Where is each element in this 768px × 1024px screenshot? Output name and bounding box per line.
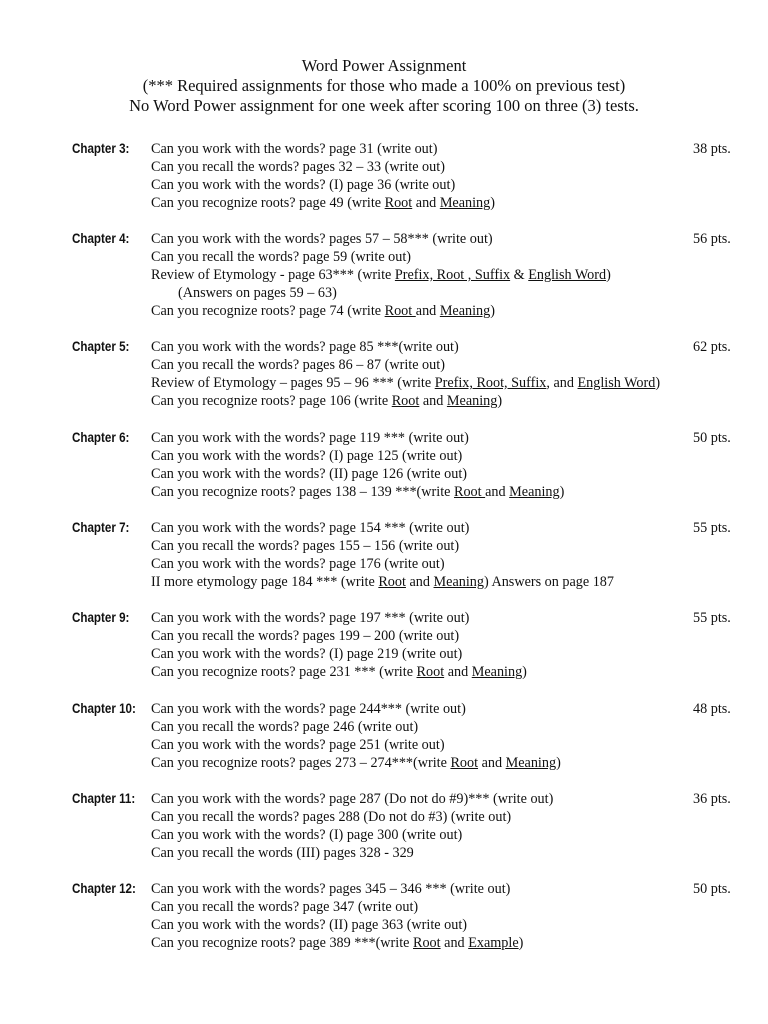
- assignment-line: Can you recall the words? pages 86 – 87 (write out): [151, 357, 445, 373]
- assignment-line: Can you recognize roots? page 389 ***(write Root and Example): [151, 935, 524, 951]
- underlined-term: English Word: [528, 267, 607, 283]
- assignment-line: Can you work with the words? page 197 *** (write out): [151, 610, 470, 626]
- assignment-line: Can you recall the words? page 59 (write out): [151, 249, 412, 265]
- chapter-label: Chapter 4:: [72, 231, 130, 246]
- underlined-term: Root: [450, 755, 479, 771]
- chapter-points: 38 pts.: [693, 141, 731, 157]
- assignment-line: Can you recognize roots? page 49 (write Root and Meaning): [151, 195, 495, 211]
- chapter-points: 50 pts.: [693, 430, 731, 446]
- assignment-line: Review of Etymology - page 63*** (write Prefix, Root , Suffix & English Word): [151, 267, 611, 283]
- assignment-lines: [151, 700, 751, 772]
- chapter-points: 50 pts.: [693, 881, 731, 897]
- assignment-line: Can you recognize roots? page 74 (write Root and Meaning): [151, 303, 495, 319]
- assignment-line: Can you recall the words? pages 288 (Do not do #3) (write out): [151, 809, 512, 825]
- assignment-line: Review of Etymology – pages 95 – 96 *** (write Prefix, Root, Suffix, and English Word): [151, 375, 661, 391]
- underlined-term: Root: [384, 195, 413, 211]
- underlined-term: Prefix, Root, Suffix: [434, 375, 547, 391]
- chapter-label: Chapter 3:: [72, 141, 130, 156]
- underlined-term: Meaning: [433, 574, 484, 590]
- assignment-lines: [151, 230, 751, 320]
- underlined-term: Root: [384, 303, 416, 319]
- underlined-term: Meaning: [446, 393, 498, 409]
- document-header: [0, 56, 768, 116]
- assignment-line: Can you work with the words? page 287 (Do not do #9)*** (write out): [151, 791, 554, 807]
- chapter-points: 48 pts.: [693, 701, 731, 717]
- assignment-line: Can you work with the words? pages 57 – 58*** (write out): [151, 231, 493, 247]
- underlined-term: Meaning: [471, 664, 523, 680]
- chapter-label: Chapter 9:: [72, 610, 130, 625]
- chapter-points: 36 pts.: [693, 791, 731, 807]
- assignment-lines: [151, 140, 751, 212]
- chapter-label: Chapter 10:: [72, 701, 136, 716]
- assignment-line: Can you recognize roots? pages 138 – 139 ***(write Root and Meaning): [151, 484, 565, 500]
- chapter-points: 62 pts.: [693, 339, 731, 355]
- underlined-term: Meaning: [505, 755, 557, 771]
- document-title: Word Power Assignment: [301, 56, 467, 75]
- underlined-term: Root: [391, 393, 420, 409]
- assignment-line: Can you recall the words? pages 199 – 200 (write out): [151, 628, 460, 644]
- assignment-lines: [151, 519, 751, 591]
- assignment-lines: [151, 880, 751, 952]
- assignment-line: Can you recall the words? pages 32 – 33 (write out): [151, 159, 445, 175]
- assignment-line: Can you work with the words? pages 345 – 346 *** (write out): [151, 881, 511, 897]
- assignment-line: Can you recognize roots? page 106 (write Root and Meaning): [151, 393, 503, 409]
- assignment-lines: [151, 790, 751, 862]
- underlined-term: Example: [468, 935, 519, 951]
- assignment-line: Can you work with the words? (I) page 36 (write out): [151, 177, 456, 193]
- assignment-line: Can you work with the words? page 85 ***(write out): [151, 339, 459, 355]
- assignment-lines: [151, 429, 751, 501]
- assignment-line: (Answers on pages 59 – 63): [178, 285, 337, 301]
- chapter-label: Chapter 7:: [72, 520, 130, 535]
- assignment-line: Can you work with the words? (I) page 300 (write out): [151, 827, 463, 843]
- no-assignment-note: No Word Power assignment for one week after scoring 100 on three (3) tests.: [129, 96, 639, 115]
- assignment-line: Can you work with the words? (I) page 125 (write out): [151, 448, 463, 464]
- chapter-label: Chapter 11:: [72, 791, 136, 806]
- assignment-lines: [151, 338, 751, 410]
- assignment-line: Can you work with the words? page 31 (write out): [151, 141, 438, 157]
- assignment-line: Can you recognize roots? pages 273 – 274***(write Root and Meaning): [151, 755, 561, 771]
- chapter-points: 56 pts.: [693, 231, 731, 247]
- assignment-line: Can you work with the words? page 119 *** (write out): [151, 430, 469, 446]
- underlined-term: Meaning: [439, 195, 491, 211]
- assignment-lines: [151, 609, 751, 681]
- assignment-line: Can you work with the words? page 154 *** (write out): [151, 520, 470, 536]
- assignment-line: Can you recall the words? page 246 (write out): [151, 719, 419, 735]
- assignment-line: II more etymology page 184 *** (write Root and Meaning) Answers on page 187: [151, 574, 614, 590]
- underlined-term: Prefix, Root , Suffix: [394, 267, 511, 283]
- assignment-line: Can you recognize roots? page 231 *** (write Root and Meaning): [151, 664, 527, 680]
- assignment-line: Can you work with the words? page 251 (write out): [151, 737, 445, 753]
- underlined-term: English Word: [577, 375, 656, 391]
- underlined-term: Root: [378, 574, 406, 590]
- required-note: (*** Required assignments for those who made a 100% on previous test): [142, 76, 626, 95]
- chapter-label: Chapter 6:: [72, 430, 130, 445]
- assignment-line: Can you work with the words? (I) page 219 (write out): [151, 646, 463, 662]
- assignment-line: Can you work with the words? page 176 (write out): [151, 556, 445, 572]
- underlined-term: Root: [453, 484, 486, 500]
- assignment-line: Can you work with the words? (II) page 126 (write out): [151, 466, 467, 482]
- chapter-label: Chapter 5:: [72, 339, 130, 354]
- underlined-term: Root: [413, 935, 441, 951]
- assignment-line: Can you work with the words? page 244*** (write out): [151, 701, 466, 717]
- underlined-term: Root: [416, 664, 445, 680]
- chapter-points: 55 pts.: [693, 610, 731, 626]
- underlined-term: Meaning: [509, 484, 560, 500]
- assignment-line: Can you recall the words? pages 155 – 156 (write out): [151, 538, 460, 554]
- underlined-term: Meaning: [439, 303, 491, 319]
- assignment-line: Can you recall the words? page 347 (write out): [151, 899, 419, 915]
- chapter-points: 55 pts.: [693, 520, 731, 536]
- assignment-line: Can you recall the words (III) pages 328 - 329: [151, 845, 414, 861]
- chapter-label: Chapter 12:: [72, 881, 136, 896]
- assignment-line: Can you work with the words? (II) page 363 (write out): [151, 917, 467, 933]
